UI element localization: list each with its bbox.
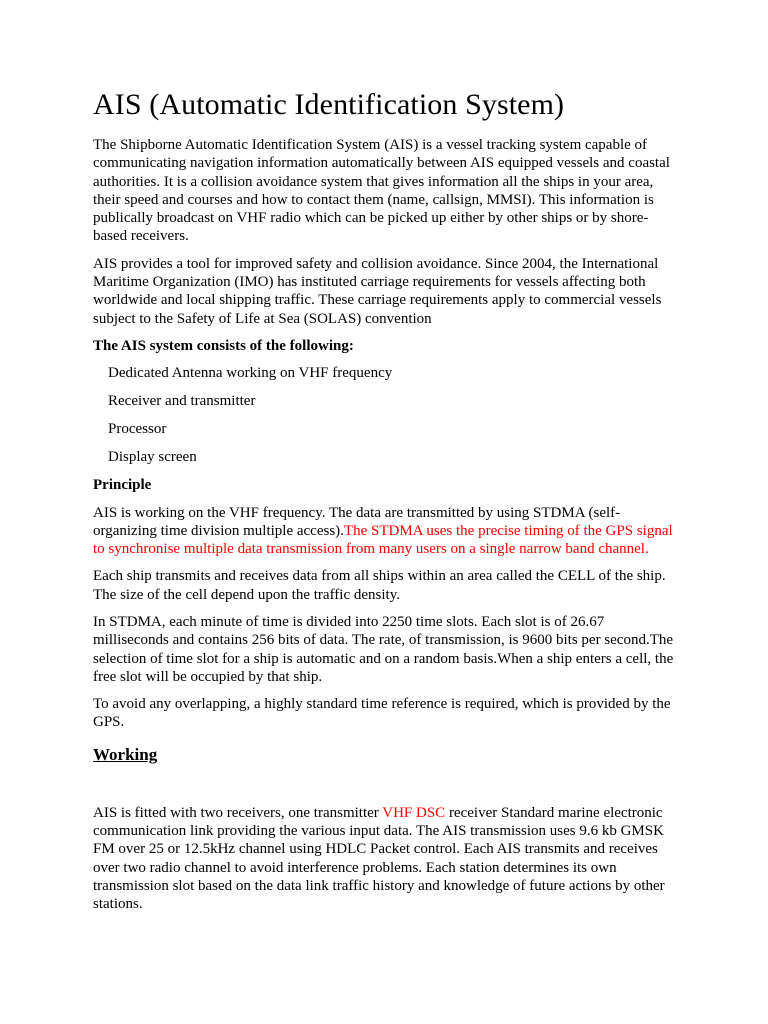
working-heading: Working (93, 744, 158, 764)
working-text-before: AIS is fitted with two receivers, one transmitter (93, 804, 383, 821)
working-paragraph (93, 804, 675, 914)
working-text-after: receiver Standard marine electronic communication link providing the various input data. The AIS transmission uses 9.6 kb GMSK FM over 25 or 12.5kHz channel using HDLC Packet control. Each AIS transmits and receives over two radio channel to avoid interference problems. Each station determines its own transmission slot based on the data link traffic history and knowledge of future actions by other stations. (93, 804, 665, 913)
principle-text: AIS is working on the VHF frequency. The data are transmitted by using STDMA (self-organizing time division multiple access). (93, 504, 621, 539)
list-item: Processor (108, 421, 167, 438)
working-highlight-text: VHF DSC (382, 804, 446, 821)
document-title: AIS (Automatic Identification System) (93, 88, 565, 121)
principle-paragraph-2: Each ship transmits and receives data from all ships within an area called the CELL of the ship. The size of the cell depend upon the traffic density. (93, 568, 666, 603)
intro-paragraph: The Shipborne Automatic Identification System (AIS) is a vessel tracking system capable of communicating navigation information automatically between AIS equipped vessels and coastal authorities. It is a collision avoidance system that gives information all the ships in your area, their speed and courses and how to contact them (name, callsign, MMSI). This information is publically broadcast on VHF radio which can be picked up either by other ships or by shore-based receivers. (93, 137, 670, 245)
list-item: Receiver and transmitter (108, 393, 256, 410)
principle-paragraph-1 (93, 504, 675, 559)
components-heading: The AIS system consists of the following: (93, 337, 354, 354)
principle-heading: Principle (93, 477, 152, 494)
principle-highlight-text: The STDMA uses the precise timing of the GPS signal to synchronise multiple data transmission from many users on a single narrow band channel. (93, 522, 673, 558)
safety-paragraph: AIS provides a tool for improved safety and collision avoidance. Since 2004, the International Maritime Organization (IMO) has instituted carriage requirements for vessels affecting both worldwide and local shipping traffic. These carriage requirements apply to commercial vessels subject to the Safety of Life at Sea (SOLAS) convention (93, 255, 662, 327)
principle-paragraph-4: To avoid any overlapping, a highly standard time reference is required, which is provided by the GPS. (93, 696, 671, 731)
components-list (93, 364, 675, 466)
principle-paragraph-3: In STDMA, each minute of time is divided into 2250 time slots. Each slot is of 26.67 milliseconds and contains 256 bits of data. The rate, of transmission, is 9600 bits per second.The selection of time slot for a ship is automatic and on a random basis.When a ship enters a cell, the free slot will be occupied by that ship. (93, 613, 674, 685)
list-item: Display screen (108, 449, 197, 466)
list-item: Dedicated Antenna working on VHF frequency (108, 365, 393, 382)
document-page (93, 86, 675, 923)
